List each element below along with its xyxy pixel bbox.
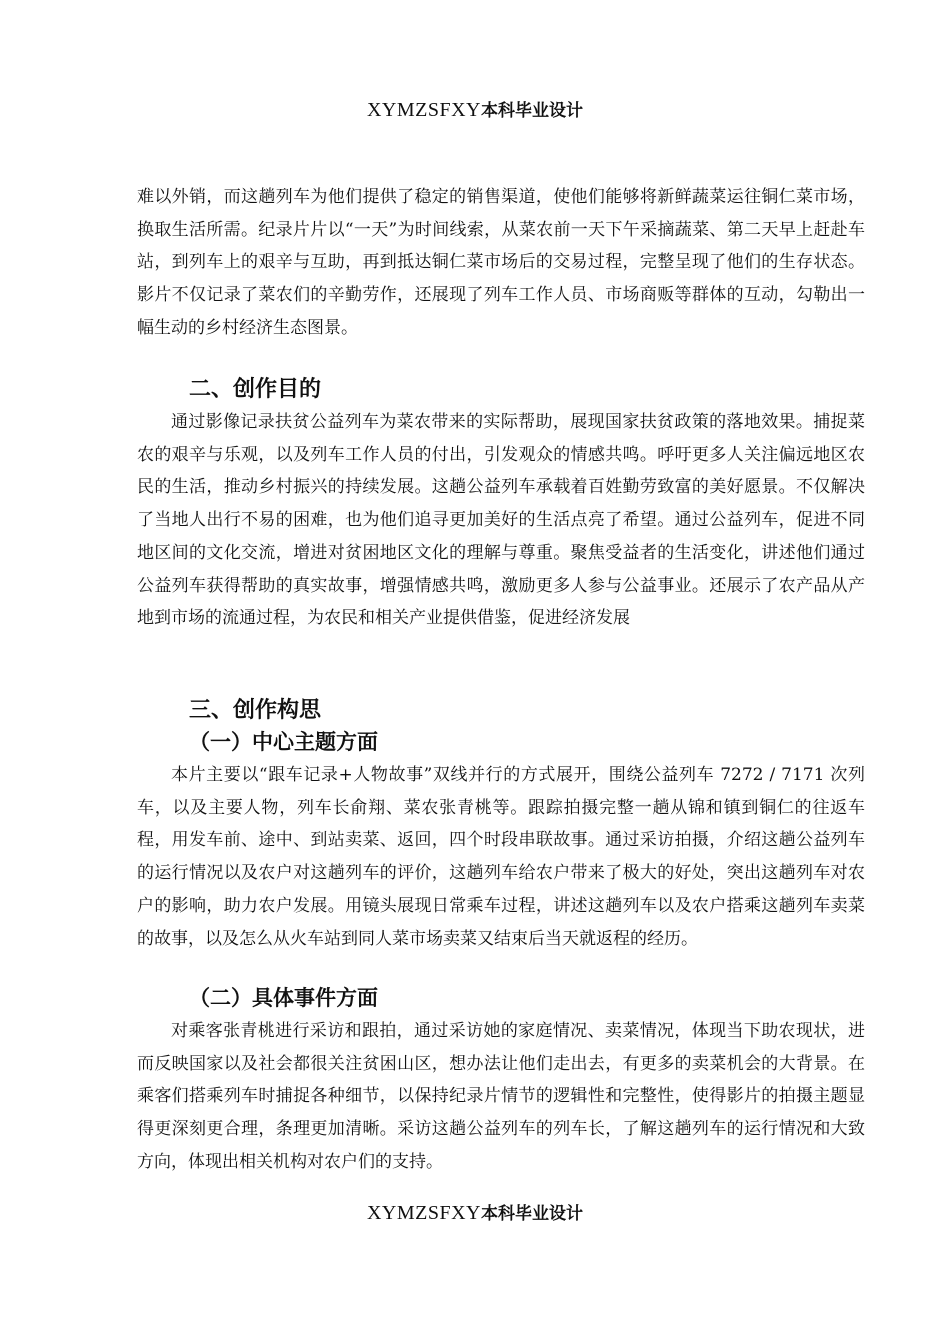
section3-heading: 三、创作构思 — [189, 698, 322, 723]
footer-title: 本科毕业设计 — [481, 1204, 584, 1224]
section3-sub2-paragraph: 对乘客张青桃进行采访和跟拍，通过采访她的家庭情况、卖菜情况，体现当下助农现状，进而反映国家以及社会都很关注贫困山区，想办法让他们走出去，有更多的卖菜机会的大背景。在乘客们搭乘列车时捕捉各种细节，以保持纪录片情节的逻辑性和完整性，使得影片的拍摄主题显得更深刻更合理，条理更加清晰。采访这趟公益列车的列车长，了解这趟列车的运行情况和大致方向，体现出相关机构对农户们的支持。 — [137, 1021, 865, 1172]
header-title: 本科毕业设计 — [481, 101, 584, 121]
section3-sub1-paragraph: 本片主要以“跟车记录+人物故事”双线并行的方式展开，围绕公益列车 7272 / 7171 次列车，以及主要人物，列车长俞翔、菜农张青桃等。跟踪拍摄完整一趟从锦和镇到铜仁的往返车程，用发车前、途中、到站卖菜、返回，四个时段串联故事。通过采访拍摄，介绍这趟公益列车的运行情况以及农户对这趟列车的评价，这趟列车给农户带来了极大的好处，突出这趟列车对农户的影响，助力农户发展。用镜头展现日常乘车过程，讲述这趟列车以及农户搭乘这趟列车卖菜的故事，以及怎么从火车站到同人菜市场卖菜又结束后当天就返程的经历。 — [137, 765, 865, 949]
section3-sub2-heading: （二）具体事件方面 — [189, 986, 378, 1010]
section3-sub1-heading: （一）中心主题方面 — [189, 730, 378, 754]
header-code: XYMZSFXY — [366, 99, 482, 121]
section2-heading: 二、创作目的 — [189, 377, 322, 402]
section2-paragraph: 通过影像记录扶贫公益列车为菜农带来的实际帮助，展现国家扶贫政策的落地效果。捕捉菜农的艰辛与乐观，以及列车工作人员的付出，引发观众的情感共鸣。呼吁更多人关注偏远地区农民的生活，推动乡村振兴的持续发展。这趟公益列车承载着百姓勤劳致富的美好愿景。不仅解决了当地人出行不易的困难，也为他们追寻更加美好的生活点亮了希望。通过公益列车，促进不同地区间的文化交流，增进对贫困地区文化的理解与尊重。聚焦受益者的生活变化，讲述他们通过公益列车获得帮助的真实故事，增强情感共鸣，激励更多人参与公益事业。还展示了农产品从产地到市场的流通过程，为农民和相关产业提供借鉴，促进经济发展 — [137, 412, 865, 629]
footer-code: XYMZSFXY — [366, 1202, 482, 1224]
intro-paragraph: 难以外销，而这趟列车为他们提供了稳定的销售渠道，使他们能够将新鲜蔬菜运往铜仁菜市场，换取生活所需。纪录片片以“一天”为时间线索，从菜农前一天下午采摘蔬菜、第二天早上赶赴车站，到列车上的艰辛与互助，再到抵达铜仁菜市场后的交易过程，完整呈现了他们的生存状态。影片不仅记录了菜农们的辛勤劳作，还展现了列车工作人员、市场商贩等群体的互动，勾勒出一幅生动的乡村经济生态图景。 — [137, 187, 865, 338]
page-header — [0, 96, 950, 122]
page-footer — [0, 1199, 950, 1225]
